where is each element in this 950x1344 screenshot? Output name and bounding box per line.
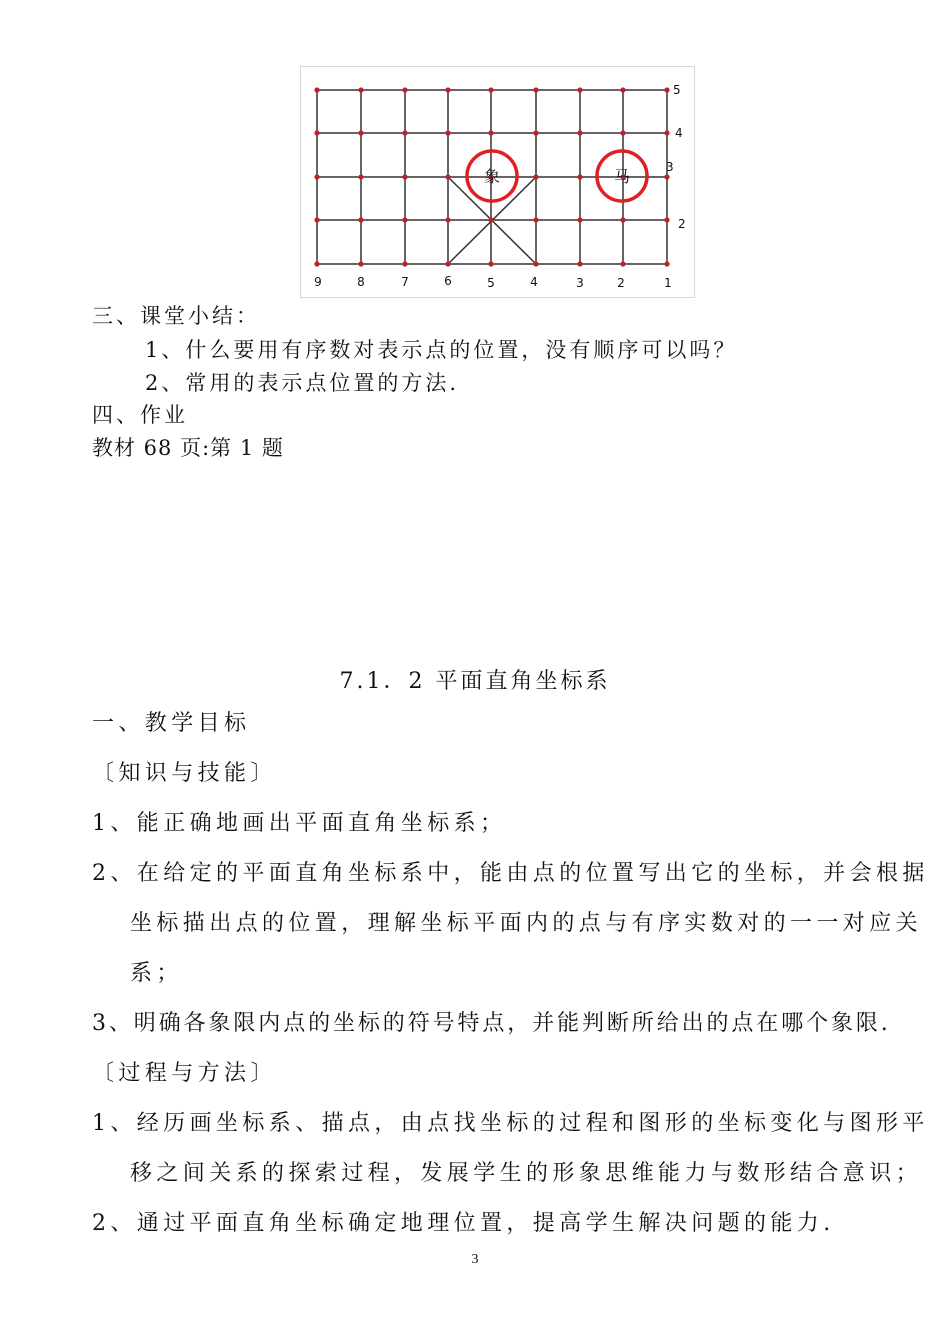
knowledge-item-3: 3、明确各象限内点的坐标的符号特点，并能判断所给出的点在哪个象限. bbox=[92, 1011, 891, 1036]
board-point bbox=[402, 217, 407, 222]
rank-label: 2 bbox=[678, 217, 686, 231]
board-point bbox=[664, 174, 669, 179]
file-label: 8 bbox=[357, 275, 365, 289]
section-title: 7.1．2 平面直角坐标系 bbox=[339, 669, 611, 694]
board-point bbox=[445, 217, 450, 222]
board-point bbox=[664, 217, 669, 222]
piece-label-elephant: 象 bbox=[483, 167, 501, 186]
summary-question-1: 1、什么要用有序数对表示点的位置，没有顺序可以吗？ bbox=[145, 338, 738, 362]
file-label: 2 bbox=[617, 276, 625, 290]
board-point bbox=[445, 174, 450, 179]
board-point bbox=[620, 217, 625, 222]
board-point bbox=[488, 130, 493, 135]
board-point bbox=[533, 261, 538, 266]
board-point bbox=[445, 261, 450, 266]
board-point bbox=[577, 217, 582, 222]
board-point bbox=[664, 130, 669, 135]
board-point bbox=[488, 261, 493, 266]
page-number: 3 bbox=[471, 1252, 479, 1267]
board-point bbox=[533, 217, 538, 222]
board-pieces bbox=[467, 151, 647, 201]
homework-heading: 四、作业 bbox=[92, 403, 188, 427]
rank-labels bbox=[666, 83, 686, 231]
board-point bbox=[402, 87, 407, 92]
knowledge-item-2-cont2: 系； bbox=[130, 961, 183, 986]
board-point bbox=[358, 217, 363, 222]
file-labels bbox=[314, 274, 672, 290]
board-point bbox=[577, 130, 582, 135]
board-point bbox=[358, 130, 363, 135]
process-item-1: 1、经历画坐标系、描点，由点找坐标的过程和图形的坐标变化与图形平 bbox=[92, 1111, 929, 1136]
board-point bbox=[314, 87, 319, 92]
rank-label: 3 bbox=[666, 160, 674, 174]
board-point bbox=[314, 130, 319, 135]
board-point bbox=[577, 87, 582, 92]
process-item-2: 2、通过平面直角坐标确定地理位置，提高学生解决问题的能力. bbox=[92, 1211, 835, 1236]
rank-label: 5 bbox=[673, 83, 681, 97]
board-point bbox=[314, 217, 319, 222]
board-point bbox=[577, 174, 582, 179]
board-point bbox=[533, 87, 538, 92]
board-point bbox=[358, 261, 363, 266]
process-heading: 〔过程与方法〕 bbox=[92, 1061, 277, 1086]
file-label: 7 bbox=[401, 275, 409, 289]
knowledge-item-2-cont: 坐标描出点的位置，理解坐标平面内的点与有序实数对的一一对应关 bbox=[130, 911, 923, 936]
board-point bbox=[577, 261, 582, 266]
board-point bbox=[358, 87, 363, 92]
piece-label-horse: 马 bbox=[613, 167, 631, 186]
knowledge-item-2: 2、在给定的平面直角坐标系中，能由点的位置写出它的坐标，并会根据 bbox=[92, 861, 929, 886]
board-point bbox=[664, 87, 669, 92]
file-label: 5 bbox=[487, 276, 495, 290]
knowledge-item-1: 1、能正确地画出平面直角坐标系； bbox=[92, 811, 507, 836]
chess-board-figure bbox=[300, 66, 695, 298]
board-point bbox=[664, 261, 669, 266]
board-point bbox=[402, 174, 407, 179]
board-point bbox=[533, 174, 538, 179]
file-label: 6 bbox=[444, 274, 452, 288]
summary-question-2: 2、常用的表示点位置的方法. bbox=[145, 371, 460, 395]
board-point bbox=[620, 130, 625, 135]
board-point bbox=[488, 87, 493, 92]
board-point bbox=[445, 87, 450, 92]
board-point bbox=[533, 130, 538, 135]
board-point bbox=[488, 217, 493, 222]
board-point bbox=[314, 174, 319, 179]
board-point bbox=[445, 130, 450, 135]
board-point bbox=[620, 261, 625, 266]
board-point bbox=[620, 87, 625, 92]
file-label: 4 bbox=[530, 275, 538, 289]
chess-board-svg bbox=[301, 67, 696, 299]
homework-text: 教材 68 页:第 1 题 bbox=[92, 436, 284, 460]
rank-label: 4 bbox=[675, 126, 683, 140]
summary-heading: 三、课堂小结： bbox=[92, 304, 260, 328]
board-point bbox=[402, 130, 407, 135]
board-point bbox=[402, 261, 407, 266]
file-label: 9 bbox=[314, 275, 322, 289]
file-label: 1 bbox=[664, 276, 672, 290]
goals-heading: 一、教学目标 bbox=[92, 711, 251, 736]
board-point bbox=[358, 174, 363, 179]
board-point bbox=[314, 261, 319, 266]
knowledge-heading: 〔知识与技能〕 bbox=[92, 761, 277, 786]
process-item-1-cont: 移之间关系的探索过程，发展学生的形象思维能力与数形结合意识； bbox=[130, 1161, 923, 1186]
file-label: 3 bbox=[576, 276, 584, 290]
